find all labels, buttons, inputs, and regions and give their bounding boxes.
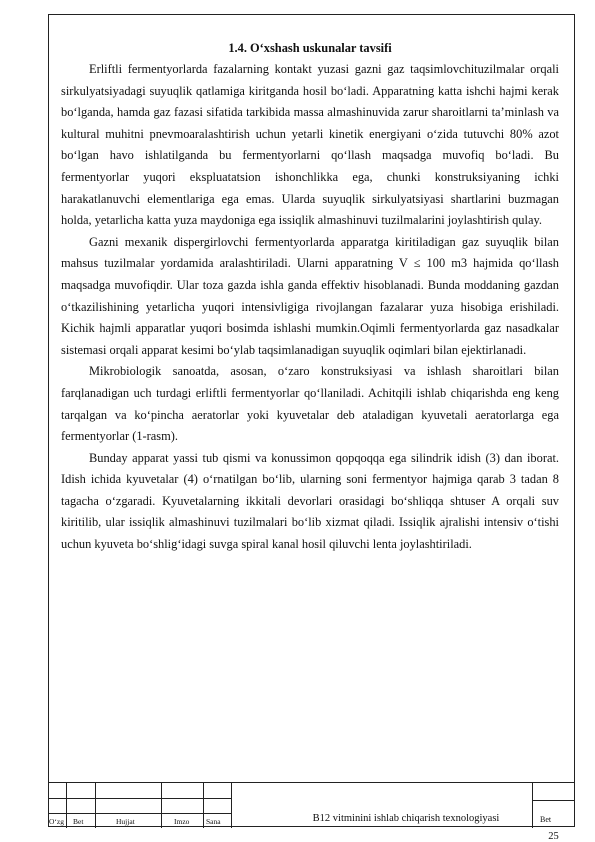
stamp-label-bet: Bet — [73, 817, 84, 826]
stamp-divider — [203, 783, 204, 828]
stamp-label-sana: Sana — [206, 817, 221, 826]
section-heading: 1.4. O‘xshash uskunalar tavsifi — [228, 41, 392, 55]
stamp-divider — [95, 783, 96, 828]
stamp-divider — [532, 783, 533, 828]
title-block — [48, 782, 575, 842]
stamp-divider — [66, 783, 67, 828]
stamp-label-hujjat: Hujjat — [116, 817, 135, 826]
paragraph-3: Mikrobiologik sanoatda, asosan, o‘zaro konstruksiyasi va ishlash sharoitlari bilan farqlanadigan uch turdagi erliftli fermentyorlar qo‘llaniladi. Achitqili ishlab chiqarishda eng keng tarqalgan va ko‘pincha aeratorlar yoki kyuvetalar deb ataladigan kyuvetali aeratorlarga ega fermentyorlar (1-rasm). — [61, 364, 559, 444]
stamp-row-line — [532, 800, 575, 801]
paragraph-2: Gazni mexanik dispergirlovchi fermentyorlarda apparatga kiritiladigan gaz suyuqlik bilan mahsus tuzilmalar yordamida aralashtiriladi. Ularni apparatning V ≤ 100 m3 hajmida qo‘llash maqsadga muvofiqdir. Ular toza gazda ishla ganda effektiv hisoblanadi. Bunda moddaning gazdan o‘tkazilishining yetarlicha yuqori intensivligiga rivojlangan fazalarar yuza hisobiga erishiladi. Kichik hajmli apparatlar yuqori bosimda ishlashi mumkin.Oqimli fermentyorlarda gaz nasadkalar sistemasi orqali apparat kesimi bo‘ylab taqsimlanadigan suyuqlik oqimlari bilan ejektirlanadi. — [61, 234, 559, 357]
document-title: B12 vitminini ishlab chiqarish texnologiyasi — [312, 813, 500, 824]
stamp-label-ozg: O‘zg — [49, 817, 64, 826]
stamp-divider — [161, 783, 162, 828]
stamp-label-imzo: Imzo — [174, 817, 190, 826]
stamp-row-line — [48, 813, 231, 814]
stamp-divider — [231, 783, 232, 828]
document-body — [61, 41, 559, 556]
page-number: 25 — [548, 831, 559, 842]
paragraph-1: Erliftli fermentyorlarda fazalarning kontakt yuzasi gazni gaz taqsimlovchituzilmalar orqali sirkulyatsiyadagi suyuqlik qatlamiga kiritganda hosil bo‘ladi. Apparatning katta ishchi hajmi kerak bo‘lganda, hamda gaz fazasi sifatida tarkibida massa almashinuvida zarur sharoitlarni ta’minlash va kultural muhitni pnevmoaralashtirish uchun yetarli kinetik energiyani o‘zida tutuvchi 80% azot bo‘lgan havo ishlatilganda bu fermentyorlarni qo‘llash maqsadga muvofiq bo‘ladi. Bu fermentyorlar yuqori ekspluatatsion ishonchlikka ega, chunki konstruksiyaning ichki harakatlanuvchi elementlariga ega emas. Ularda suyuqlik sirkulyatsiyasi shartlarini buzmagan holda, yetarlicha katta yuza maydoniga ega issiqlik almashinuvi tuzilmalarini joylashtirish qulay. — [61, 62, 559, 228]
stamp-row-line — [48, 798, 231, 799]
page-label: Bet — [540, 815, 552, 824]
paragraph-4: Bunday apparat yassi tub qismi va konussimon qopqoqqa ega silindrik idish (3) dan iborat. Idish ichida kyuvetalar (4) o‘rnatilgan bo‘lib, ularning soni fermentyor hajmiga qarab 3 tadan 8 tagacha o‘zgaradi. Kyuvetalarning ikkitali devorlari orasidagi bo‘shliqqa shtuser A orqali suv kiritilib, ular issiqlik almashinuvi tuzilmalari bo‘lib xizmat qiladi. Issiqlik ajralishi intensiv o‘tishi uchun kyuveta bo‘shlig‘idagi suvga spiral kanal hosil qiluvchi lenta joylashtiriladi. — [61, 450, 559, 552]
